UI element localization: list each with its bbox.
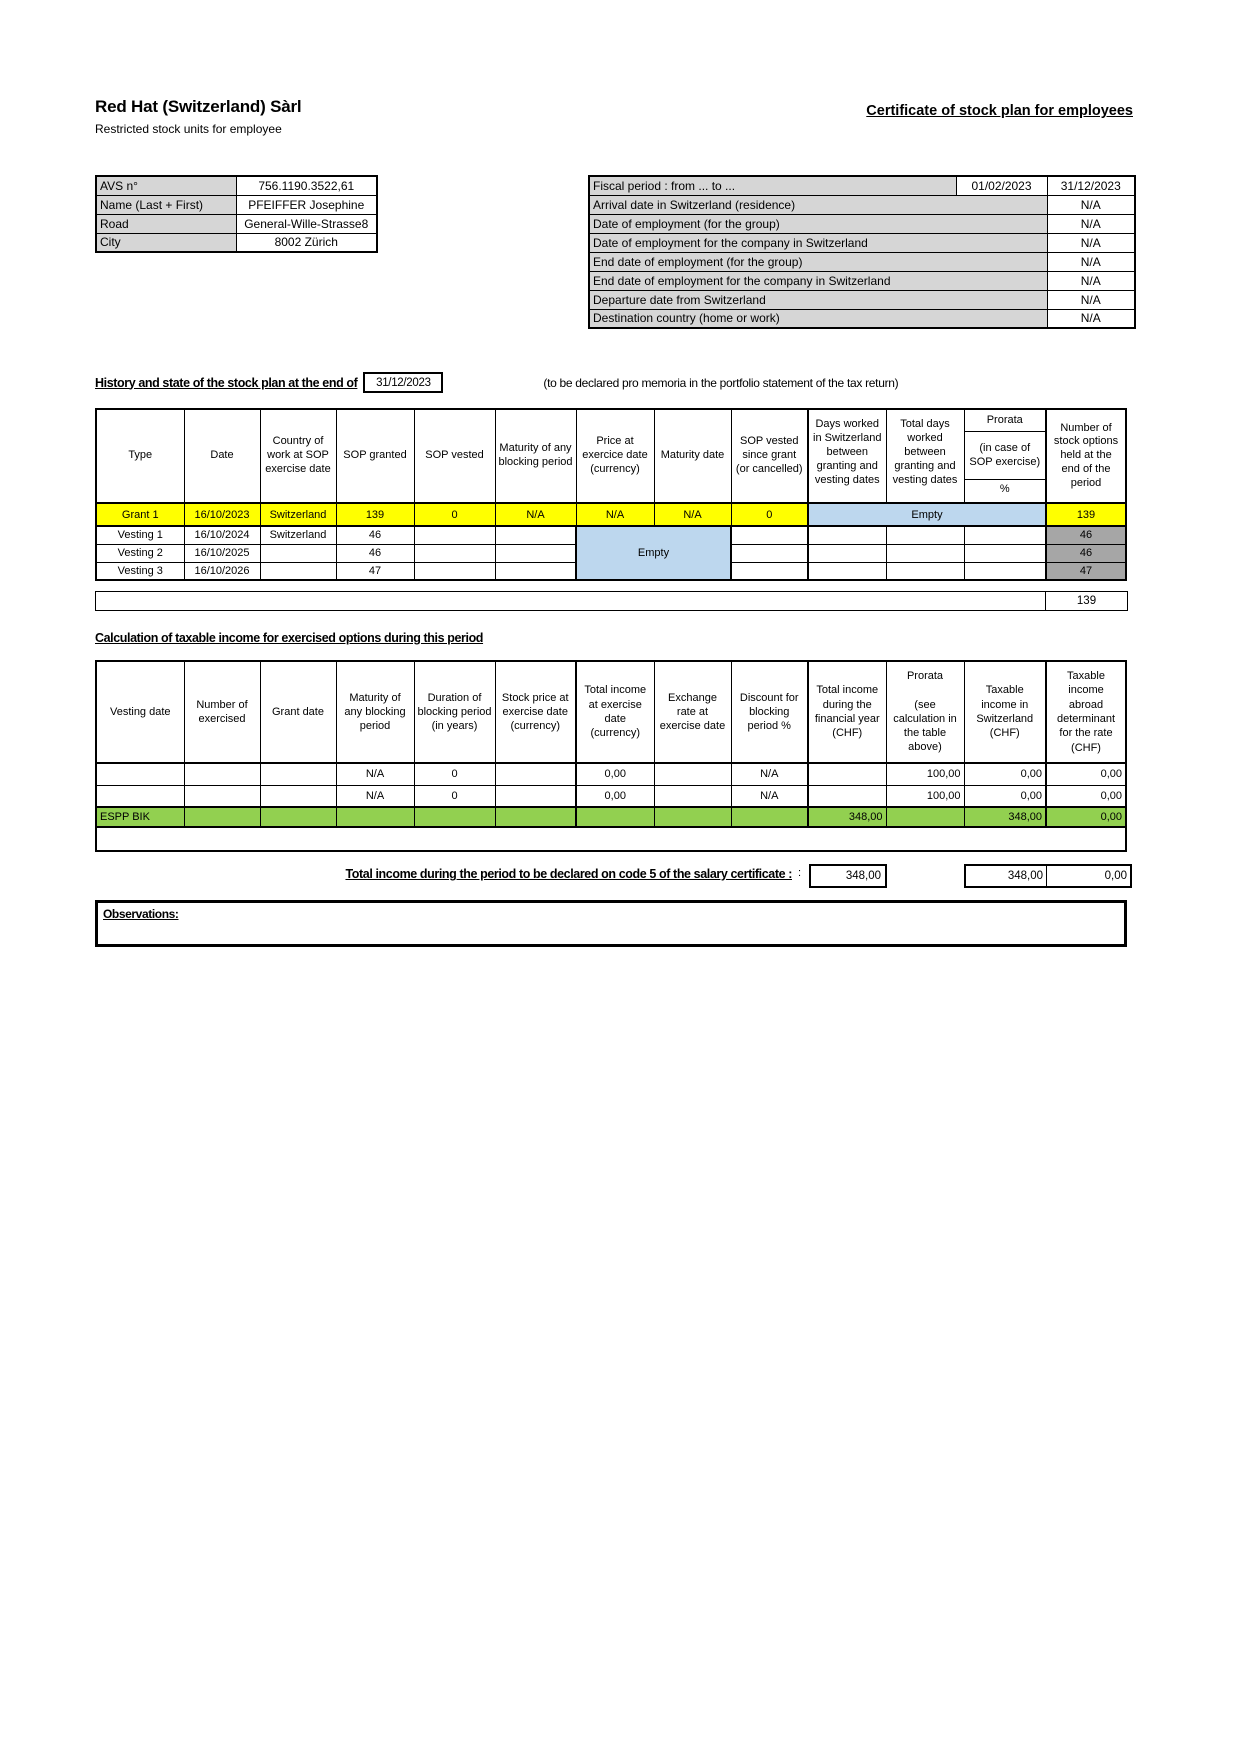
vesting3-vested [414, 562, 495, 580]
r1-duration: 0 [414, 763, 495, 785]
stock-total-spacer [96, 592, 1046, 611]
history-date-box: 31/12/2023 [363, 372, 443, 393]
r2-maturity: N/A [336, 785, 414, 807]
employee-row-road [96, 214, 377, 233]
r2-grant-date [260, 785, 336, 807]
vesting2-vested-since-grant [731, 544, 808, 562]
grant-maturity-blocking: N/A [495, 503, 576, 526]
r2-number-exercised [184, 785, 260, 807]
fiscal-period-label: Fiscal period : from ... to ... [589, 176, 956, 195]
header-taxable-ch: Taxable income in Switzerland (CHF) [964, 661, 1046, 763]
employee-row-avs [96, 176, 377, 195]
r1-number-exercised [184, 763, 260, 785]
vesting1-date: 16/10/2024 [184, 526, 260, 544]
stock-total-value: 139 [1046, 592, 1128, 611]
r1-total-income-exercise: 0,00 [576, 763, 654, 785]
stock-total-row [96, 592, 1128, 611]
page-header [95, 97, 1133, 136]
company-block [95, 97, 301, 136]
vesting-row-1 [96, 526, 1126, 544]
r1-taxable-ch: 0,00 [964, 763, 1046, 785]
vesting2-days-ch [808, 544, 886, 562]
fiscal-row [589, 309, 1135, 328]
r1-stock-price [495, 763, 576, 785]
prorata2-stack [890, 663, 961, 761]
totals-label: Total income during the period to be declared on code 5 of the salary certificate : [345, 867, 792, 881]
vesting2-country [260, 544, 336, 562]
document-title: Certificate of stock plan for employees [866, 103, 1133, 119]
header-sop-vested: SOP vested [414, 409, 495, 503]
arrival-date-label: Arrival date in Switzerland (residence) [589, 195, 1047, 214]
vesting1-total-days [886, 526, 964, 544]
vesting2-granted: 46 [336, 544, 414, 562]
vesting3-date: 16/10/2026 [184, 562, 260, 580]
r2-vesting-date [96, 785, 184, 807]
header-type: Type [96, 409, 184, 503]
header-vested-since-grant: SOP vested since grant (or cancelled) [731, 409, 808, 503]
employee-info-table [95, 175, 378, 253]
end-employment-group-label: End date of employment (for the group) [589, 252, 1047, 271]
calc-blank-row [96, 827, 1126, 851]
avs-value: 756.1190.3522,61 [236, 176, 377, 195]
calc-data-row-2 [96, 785, 1126, 807]
header-grant-date: Grant date [260, 661, 336, 763]
history-section-line [95, 372, 1135, 393]
fiscal-period-row [589, 176, 1135, 195]
vesting1-prorata [964, 526, 1046, 544]
company-subtitle: Restricted stock units for employee [95, 122, 282, 136]
calc-data-row-1 [96, 763, 1126, 785]
header-exchange-rate: Exchange rate at exercise date [654, 661, 731, 763]
totals-colon: : [798, 867, 802, 879]
vesting3-days-ch [808, 562, 886, 580]
header-options-held: Number of stock options held at the end of the period [1046, 409, 1126, 503]
arrival-date-value: N/A [1047, 195, 1135, 214]
vesting1-vested [414, 526, 495, 544]
vesting2-date: 16/10/2025 [184, 544, 260, 562]
grant-row [96, 503, 1126, 526]
espp-row [96, 807, 1126, 827]
road-label: Road [96, 214, 236, 233]
header-days-worked-ch: Days worked in Switzerland between granting and vesting dates [808, 409, 886, 503]
prorata2-line2: (see calculation in the table above) [893, 698, 957, 754]
header-maturity-blocking2: Maturity of any blocking period [336, 661, 414, 763]
header-sop-granted: SOP granted [336, 409, 414, 503]
r2-discount: N/A [731, 785, 808, 807]
r2-exchange-rate [654, 785, 731, 807]
history-title: History and state of the stock plan at the end of [95, 375, 358, 390]
r2-prorata: 100,00 [886, 785, 964, 807]
name-value: PFEIFFER Josephine [236, 195, 377, 214]
header-total-income-exercise: Total income at exercise date (currency) [576, 661, 654, 763]
r1-discount: N/A [731, 763, 808, 785]
departure-date-label: Departure date from Switzerland [589, 290, 1047, 309]
vesting3-maturity-blocking [495, 562, 576, 580]
employment-ch-value: N/A [1047, 233, 1135, 252]
espp-c5 [414, 807, 495, 827]
vesting2-maturity-blocking [495, 544, 576, 562]
city-label: City [96, 233, 236, 252]
espp-label: ESPP BIK [96, 807, 184, 827]
vesting3-type: Vesting 3 [96, 562, 184, 580]
vesting2-prorata [964, 544, 1046, 562]
history-note: (to be declared pro memoria in the portfolio statement of the tax return) [543, 375, 899, 390]
header-maturity-blocking: Maturity of any blocking period [495, 409, 576, 503]
vesting2-held: 46 [1046, 544, 1126, 562]
vesting1-maturity-blocking [495, 526, 576, 544]
vesting2-type: Vesting 2 [96, 544, 184, 562]
observations-box [95, 900, 1127, 947]
fiscal-row [589, 195, 1135, 214]
prorata2-gap [890, 684, 961, 698]
company-title: Red Hat (Switzerland) Sàrl [95, 97, 302, 116]
prorata-line2: (in case of SOP exercise) [965, 432, 1046, 480]
fiscal-row [589, 233, 1135, 252]
vesting1-vested-since-grant [731, 526, 808, 544]
grant-empty-cell: Empty [808, 503, 1046, 526]
r2-taxable-ch: 0,00 [964, 785, 1046, 807]
fiscal-row [589, 290, 1135, 309]
vesting1-granted: 46 [336, 526, 414, 544]
r2-taxable-abroad: 0,00 [1046, 785, 1126, 807]
r2-total-income-year [808, 785, 886, 807]
vesting-empty-cell: Empty [576, 526, 731, 580]
fiscal-period-end: 31/12/2023 [1047, 176, 1135, 195]
totals-taxable-abroad: 0,00 [1104, 870, 1127, 882]
prorata-line3: % [999, 483, 1010, 496]
city-value: 8002 Zürich [236, 233, 377, 252]
r2-duration: 0 [414, 785, 495, 807]
end-employment-ch-label: End date of employment for the company in Switzerland [589, 271, 1047, 290]
espp-c6 [495, 807, 576, 827]
espp-total-income-year: 348,00 [808, 807, 886, 827]
header-date: Date [184, 409, 260, 503]
header-duration-blocking: Duration of blocking period (in years) [414, 661, 495, 763]
espp-taxable-ch: 348,00 [964, 807, 1046, 827]
grant-type: Grant 1 [96, 503, 184, 526]
calc-header-row [96, 661, 1126, 763]
grant-vested-since-grant: 0 [731, 503, 808, 526]
header-country: Country of work at SOP exercise date [260, 409, 336, 503]
r2-stock-price [495, 785, 576, 807]
stock-header-row [96, 409, 1126, 503]
employment-group-label: Date of employment (for the group) [589, 214, 1047, 233]
stock-plan-table [95, 408, 1127, 581]
vesting3-vested-since-grant [731, 562, 808, 580]
espp-c2 [184, 807, 260, 827]
header-total-income-year: Total income during the financial year (CHF) [808, 661, 886, 763]
employment-ch-label: Date of employment for the company in Switzerland [589, 233, 1047, 252]
r1-maturity: N/A [336, 763, 414, 785]
departure-date-value: N/A [1047, 290, 1135, 309]
vesting3-total-days [886, 562, 964, 580]
header-prorata [964, 409, 1046, 503]
end-employment-group-value: N/A [1047, 252, 1135, 271]
grant-country: Switzerland [260, 503, 336, 526]
vesting3-country [260, 562, 336, 580]
espp-prorata [886, 807, 964, 827]
calc-blank-cell [96, 827, 1126, 851]
vesting1-held: 46 [1046, 526, 1126, 544]
employment-group-value: N/A [1047, 214, 1135, 233]
fiscal-period-start: 01/02/2023 [956, 176, 1047, 195]
totals-line [95, 864, 1135, 890]
vesting3-granted: 47 [336, 562, 414, 580]
espp-c8 [654, 807, 731, 827]
espp-c4 [336, 807, 414, 827]
prorata2-line1: Prorata [906, 670, 944, 683]
destination-country-label: Destination country (home or work) [589, 309, 1047, 328]
calc-table [95, 660, 1127, 852]
header-taxable-abroad: Taxable income abroad determinant for the rate (CHF) [1046, 661, 1126, 763]
r1-vesting-date [96, 763, 184, 785]
vesting2-vested [414, 544, 495, 562]
totals-box-income: 348,00 [809, 864, 887, 888]
grant-price-exercise: N/A [576, 503, 654, 526]
fiscal-info-table [588, 175, 1136, 329]
header-maturity-date: Maturity date [654, 409, 731, 503]
vesting1-country: Switzerland [260, 526, 336, 544]
fiscal-row [589, 271, 1135, 290]
vesting3-prorata [964, 562, 1046, 580]
vesting1-days-ch [808, 526, 886, 544]
grant-date: 16/10/2023 [184, 503, 260, 526]
totals-box-taxable [964, 864, 1132, 888]
end-employment-ch-value: N/A [1047, 271, 1135, 290]
prorata-line1: Prorata [965, 410, 1046, 432]
header-prorata2 [886, 661, 964, 763]
calc-section-title: Calculation of taxable income for exercised options during this period [95, 631, 484, 645]
name-label: Name (Last + First) [96, 195, 236, 214]
road-value: General-Wille-Strasse8 [236, 214, 377, 233]
r1-taxable-abroad: 0,00 [1046, 763, 1126, 785]
header-price-exercise: Price at exercice date (currency) [576, 409, 654, 503]
espp-c9 [731, 807, 808, 827]
vesting2-total-days [886, 544, 964, 562]
totals-taxable-ch: 348,00 [966, 866, 1047, 886]
grant-sop-vested: 0 [414, 503, 495, 526]
destination-country-value: N/A [1047, 309, 1135, 328]
vesting1-type: Vesting 1 [96, 526, 184, 544]
espp-c7 [576, 807, 654, 827]
employee-row-city [96, 233, 377, 252]
header-stock-price: Stock price at exercise date (currency) [495, 661, 576, 763]
header-number-exercised: Number of exercised [184, 661, 260, 763]
header-vesting-date: Vesting date [96, 661, 184, 763]
r1-exchange-rate [654, 763, 731, 785]
r1-grant-date [260, 763, 336, 785]
header-total-days-worked: Total days worked between granting and vesting dates [886, 409, 964, 503]
vesting3-held: 47 [1046, 562, 1126, 580]
avs-label: AVS n° [96, 176, 236, 195]
observations-label: Observations: [103, 907, 179, 921]
header-discount-blocking: Discount for blocking period % [731, 661, 808, 763]
fiscal-row [589, 214, 1135, 233]
r2-total-income-exercise: 0,00 [576, 785, 654, 807]
r1-prorata: 100,00 [886, 763, 964, 785]
stock-total-strip [95, 591, 1128, 611]
grant-options-held: 139 [1046, 503, 1126, 526]
grant-maturity-date: N/A [654, 503, 731, 526]
espp-taxable-abroad: 0,00 [1046, 807, 1126, 827]
r1-total-income-year [808, 763, 886, 785]
grant-sop-granted: 139 [336, 503, 414, 526]
employee-row-name [96, 195, 377, 214]
espp-c3 [260, 807, 336, 827]
fiscal-row [589, 252, 1135, 271]
